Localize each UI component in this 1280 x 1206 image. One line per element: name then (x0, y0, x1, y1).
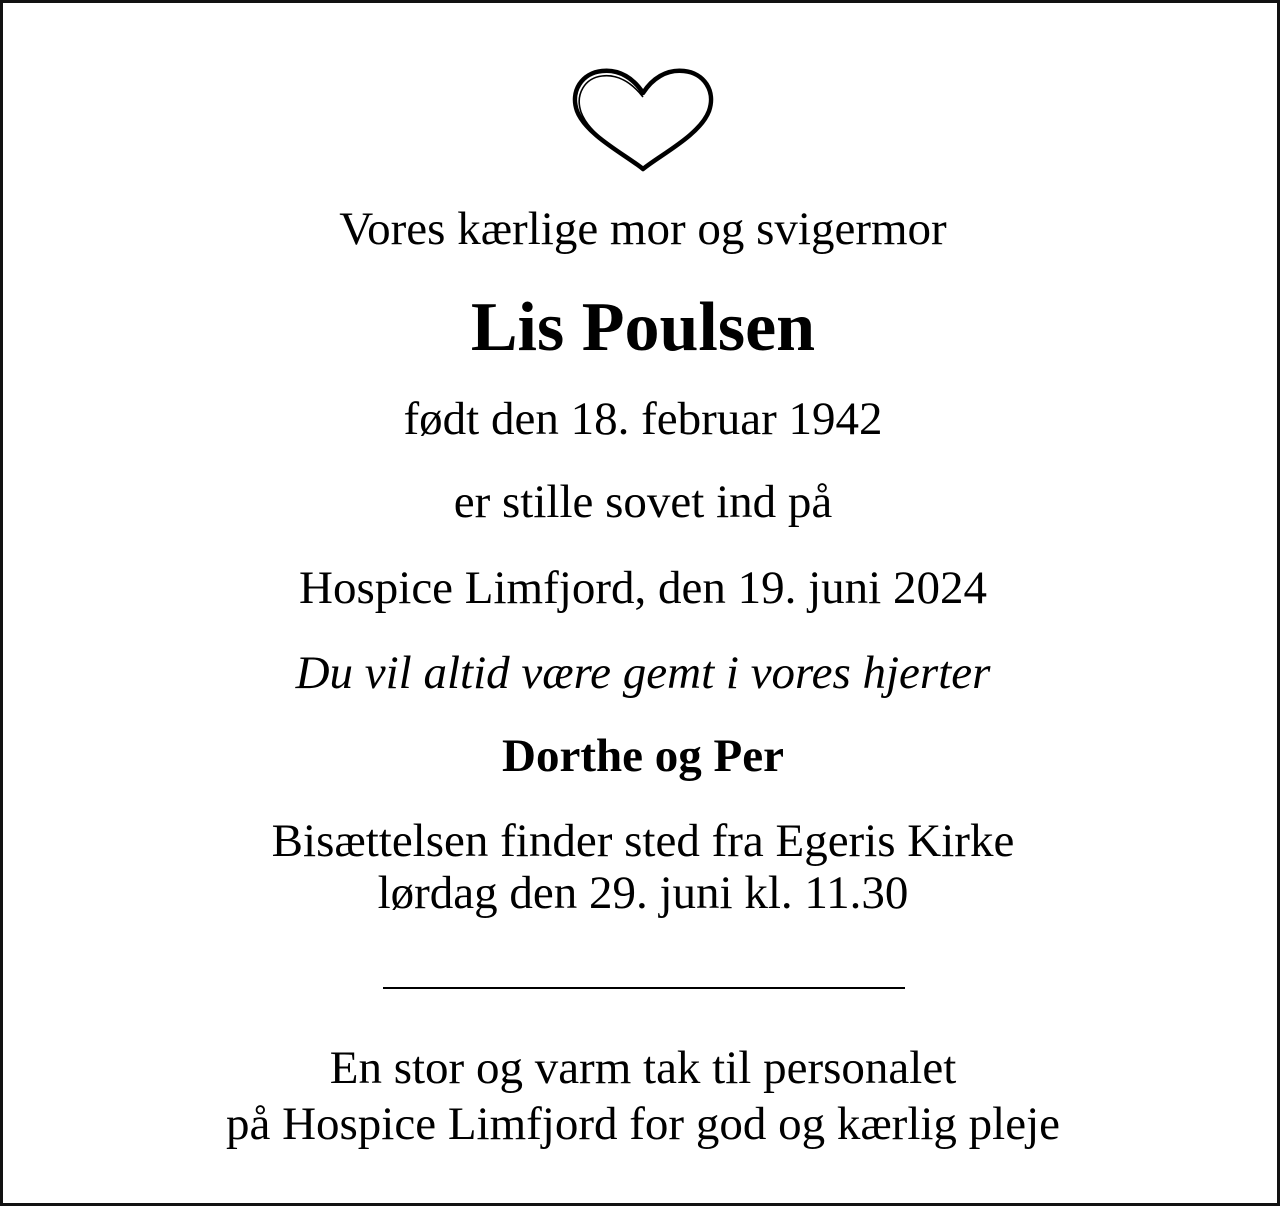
intro-text: Vores kærlige mor og svigermor (339, 203, 947, 255)
thanks-line1: En stor og varm tak til personalet (329, 1042, 957, 1094)
place-and-date-text: Hospice Limfjord, den 19. juni 2024 (299, 562, 987, 614)
passed-away-text: er stille sovet ind på (453, 476, 833, 528)
deceased-name: Lis Poulsen (470, 289, 816, 366)
divider-line (383, 987, 905, 989)
funeral-info-line2: lørdag den 29. juni kl. 11.30 (377, 867, 909, 919)
birth-date-text: født den 18. februar 1942 (403, 393, 883, 445)
family-names: Dorthe og Per (502, 730, 784, 782)
heart-outline-icon (568, 61, 718, 176)
thanks-line2: på Hospice Limfjord for god og kærlig pleje (225, 1098, 1061, 1150)
memorial-quote: Du vil altid være gemt i vores hjerter (295, 647, 991, 699)
funeral-info-line1: Bisættelsen finder sted fra Egeris Kirke (271, 815, 1015, 867)
